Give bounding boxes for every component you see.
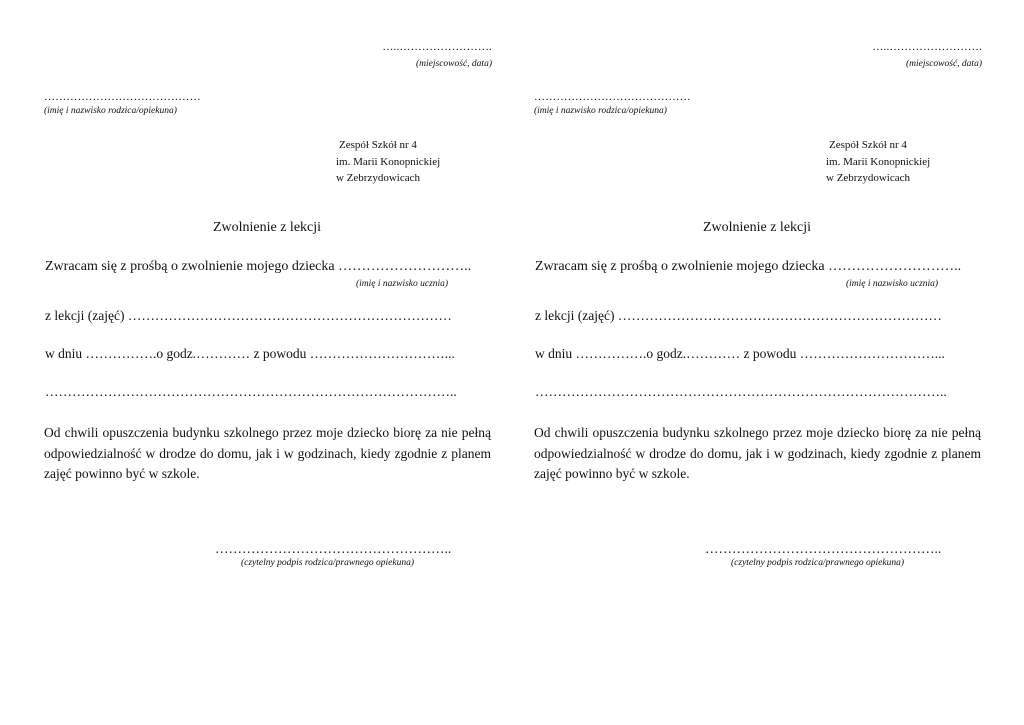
reason-continuation-line: ……………………………………………………………………………….. (535, 384, 947, 399)
school-patron: im. Marii Konopnickiej (826, 155, 931, 168)
school-name: Zespół Szkół nr 4 (829, 139, 907, 151)
responsibility-statement: Od chwili opuszczenia budynku szkolnego przez moje dziecko biorę za nie pełną odpowiedzialność w drodze do domu, jak i w godzinach, kiedy zgodnie z planem zajęć powinno być w szkole. (44, 425, 491, 481)
excuse-form-right (532, 0, 982, 725)
lesson-line: z lekcji (zajęć) ……………………………………………………………… (535, 308, 942, 323)
parent-name-dots: …………………………………… (534, 91, 691, 103)
school-patron: im. Marii Konopnickiej (336, 155, 441, 168)
school-location: w Zebrzydowicach (826, 172, 910, 184)
form-title: Zwolnienie z lekcji (702, 220, 812, 235)
student-name-label: (imię i nazwisko ucznia) (356, 279, 449, 289)
date-time-reason-line: w dniu …………….o godz.………… z powodu …………………………... (45, 346, 455, 361)
school-address (826, 137, 930, 187)
parent-name-label: (imię i nazwisko rodzica/opiekuna) (44, 106, 177, 116)
date-time-reason-line: w dniu …………….o godz.………… z powodu …………………………... (535, 346, 945, 361)
lesson-line: z lekcji (zajęć) ……………………………………………………………… (45, 308, 452, 323)
parent-name-dots: …………………………………… (44, 91, 201, 103)
parent-name-label: (imię i nazwisko rodzica/opiekuna) (534, 106, 667, 116)
place-date-label: (miejscowość, data) (416, 59, 492, 69)
form-title: Zwolnienie z lekcji (212, 220, 322, 235)
school-name: Zespół Szkół nr 4 (339, 139, 417, 151)
school-address (336, 137, 440, 187)
reason-continuation-line: ……………………………………………………………………………….. (45, 384, 457, 399)
request-line: Zwracam się z prośbą o zwolnienie mojego dziecka ……………………….. (535, 259, 962, 274)
request-line: Zwracam się z prośbą o zwolnienie mojego dziecka ……………………….. (45, 259, 472, 274)
signature-label: (czytelny podpis rodzica/prawnego opiekuna) (241, 558, 414, 568)
place-date-dots: …..……………………. (382, 41, 492, 53)
responsibility-statement: Od chwili opuszczenia budynku szkolnego przez moje dziecko biorę za nie pełną odpowiedzialność w drodze do domu, jak i w godzinach, kiedy zgodnie z planem zajęć powinno być w szkole. (534, 425, 981, 481)
signature-label: (czytelny podpis rodzica/prawnego opiekuna) (731, 558, 904, 568)
signature-dots: …………………………………………….. (215, 541, 452, 556)
school-location: w Zebrzydowicach (336, 172, 420, 184)
place-date-label: (miejscowość, data) (906, 59, 982, 69)
excuse-form-left (42, 0, 492, 725)
place-date-dots: …..……………………. (872, 41, 982, 53)
student-name-label: (imię i nazwisko ucznia) (846, 279, 939, 289)
signature-dots: …………………………………………….. (705, 541, 942, 556)
